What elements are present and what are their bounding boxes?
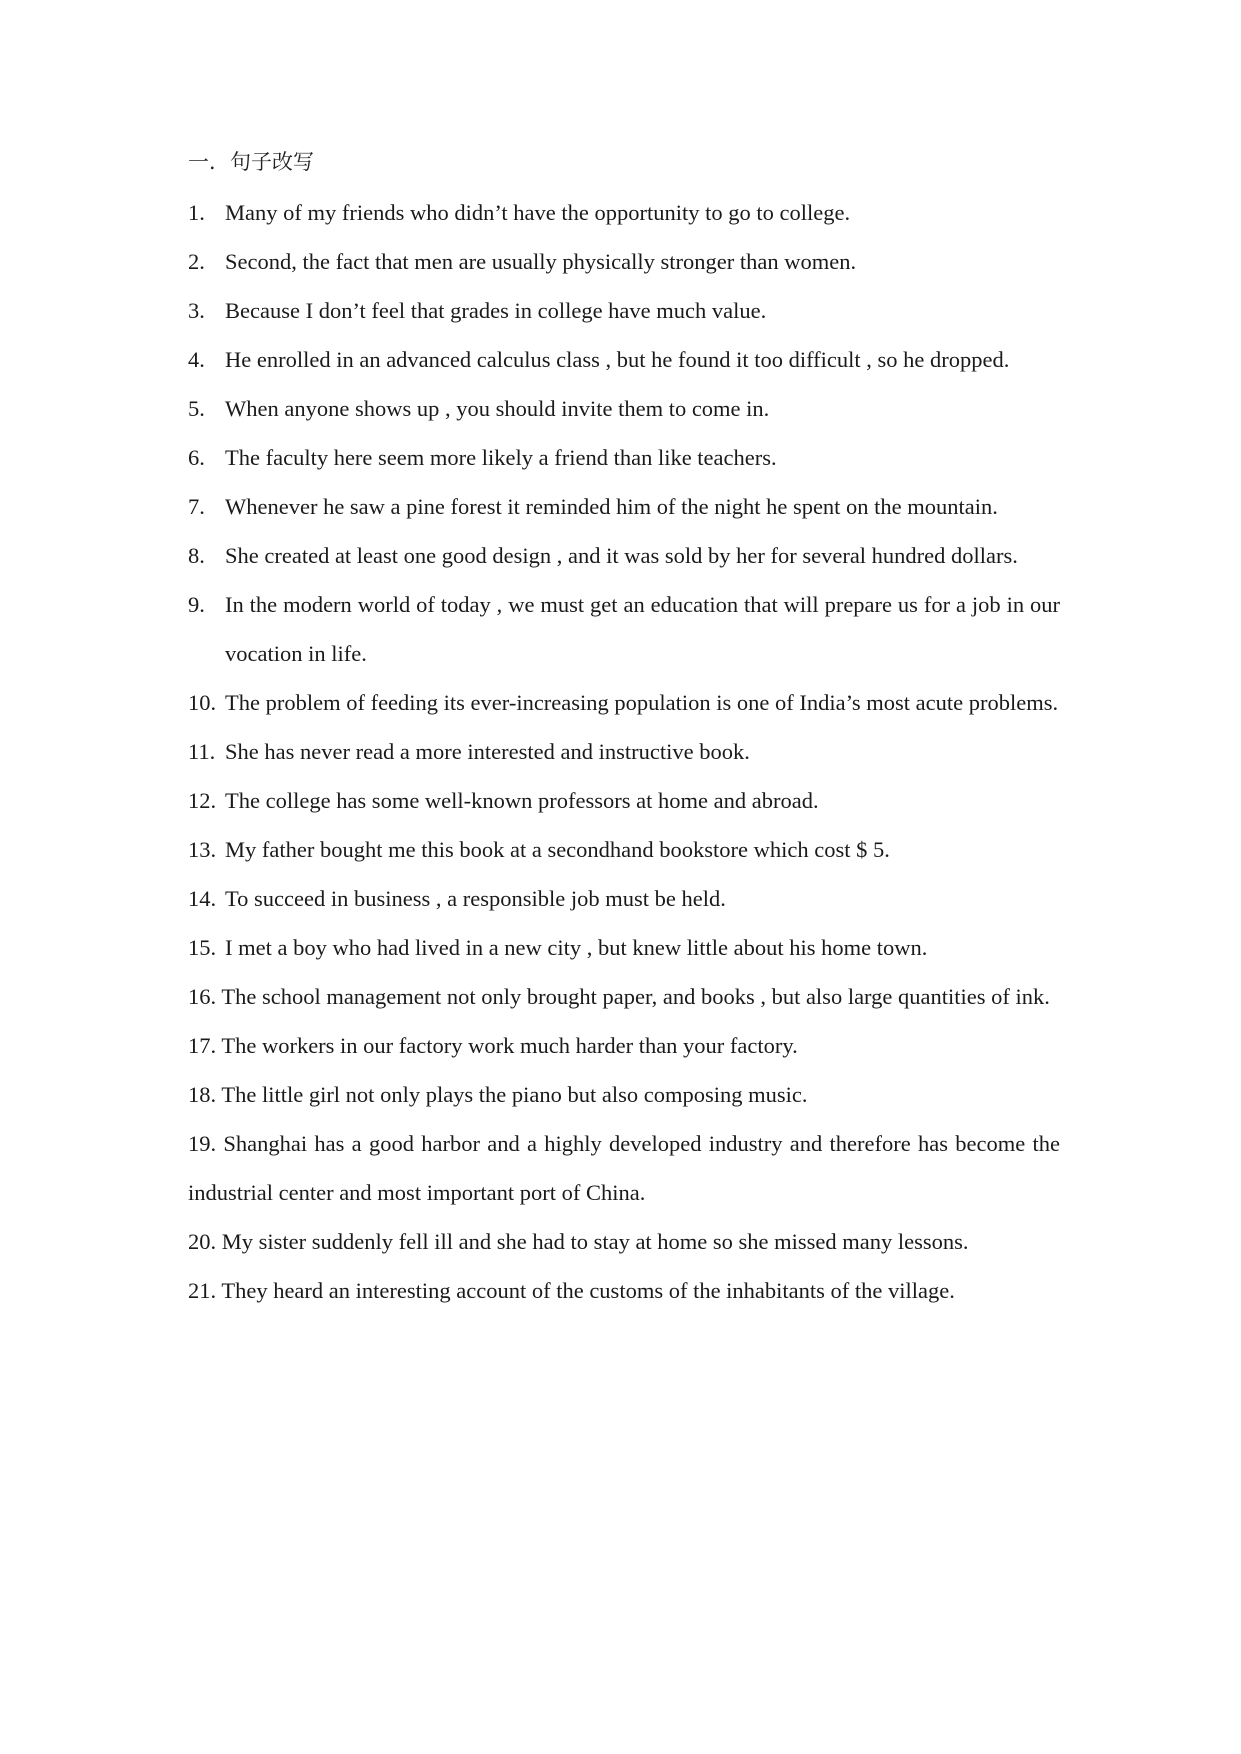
item-number: 8. <box>188 543 205 568</box>
list-item <box>188 286 1060 335</box>
item-number: 6. <box>188 445 205 470</box>
item-number: 11. <box>188 739 216 764</box>
list-item <box>188 531 1060 580</box>
list-item <box>188 580 1060 678</box>
item-text: The school management not only brought paper, and books , but also large quantities of ink. <box>221 984 1050 1009</box>
list-item <box>188 1070 1060 1119</box>
item-number: 13. <box>188 837 217 862</box>
item-number: 1. <box>188 200 205 225</box>
item-text: The problem of feeding its ever-increasing population is one of India’s most acute problems. <box>225 690 1059 715</box>
list-item <box>188 678 1060 727</box>
item-text: They heard an interesting account of the customs of the inhabitants of the village. <box>221 1278 955 1303</box>
item-text: Second, the fact that men are usually physically stronger than women. <box>225 249 857 274</box>
item-text: Shanghai has a good harbor and a highly developed industry and therefore has become the industrial center and most important port of China. <box>188 1131 1060 1205</box>
list-item <box>188 482 1060 531</box>
list-item <box>188 1119 1060 1217</box>
list-item <box>188 727 1060 776</box>
item-text: To succeed in business , a responsible job must be held. <box>225 886 726 911</box>
list-item <box>188 923 1060 972</box>
item-number: 21. <box>188 1278 217 1303</box>
list-item <box>188 972 1060 1021</box>
item-number: 10. <box>188 690 217 715</box>
list-item <box>188 1021 1060 1070</box>
item-number: 17. <box>188 1033 217 1058</box>
item-text: He enrolled in an advanced calculus class , but he found it too difficult , so he dropped. <box>225 347 1010 372</box>
list-item <box>188 237 1060 286</box>
sentence-list <box>188 188 1060 1315</box>
item-number: 15. <box>188 935 217 960</box>
item-text: The workers in our factory work much harder than your factory. <box>221 1033 798 1058</box>
item-number: 4. <box>188 347 205 372</box>
item-text: She created at least one good design , and it was sold by her for several hundred dollars. <box>225 543 1018 568</box>
item-number: 16. <box>188 984 217 1009</box>
item-text: The little girl not only plays the piano but also composing music. <box>221 1082 808 1107</box>
item-number: 19. <box>188 1131 217 1156</box>
item-text: The college has some well-known professors at home and abroad. <box>225 788 819 813</box>
list-item <box>188 776 1060 825</box>
item-text: In the modern world of today , we must get an education that will prepare us for a job in our vocation in life. <box>225 592 1060 666</box>
item-text: She has never read a more interested and instructive book. <box>225 739 750 764</box>
document-page <box>188 148 1060 1315</box>
item-number: 7. <box>188 494 205 519</box>
item-number: 20. <box>188 1229 217 1254</box>
list-item <box>188 335 1060 384</box>
item-text: The faculty here seem more likely a friend than like teachers. <box>225 445 777 470</box>
item-number: 9. <box>188 592 205 617</box>
list-item <box>188 825 1060 874</box>
section-title: 一．句子改写 <box>188 150 314 174</box>
item-number: 3. <box>188 298 205 323</box>
item-number: 2. <box>188 249 205 274</box>
list-item <box>188 433 1060 482</box>
list-item <box>188 874 1060 923</box>
item-text: Because I don’t feel that grades in college have much value. <box>225 298 767 323</box>
item-number: 12. <box>188 788 217 813</box>
list-item <box>188 384 1060 433</box>
item-text: My sister suddenly fell ill and she had to stay at home so she missed many lessons. <box>221 1229 969 1254</box>
item-text: Many of my friends who didn’t have the opportunity to go to college. <box>225 200 851 225</box>
item-text: Whenever he saw a pine forest it reminded him of the night he spent on the mountain. <box>225 494 998 519</box>
list-item <box>188 1217 1060 1266</box>
list-item <box>188 1266 1060 1315</box>
item-number: 5. <box>188 396 205 421</box>
item-text: I met a boy who had lived in a new city , but knew little about his home town. <box>225 935 928 960</box>
item-text: When anyone shows up , you should invite them to come in. <box>225 396 770 421</box>
item-text: My father bought me this book at a secondhand bookstore which cost $ 5. <box>225 837 890 862</box>
list-item <box>188 188 1060 237</box>
item-number: 14. <box>188 886 217 911</box>
item-number: 18. <box>188 1082 217 1107</box>
